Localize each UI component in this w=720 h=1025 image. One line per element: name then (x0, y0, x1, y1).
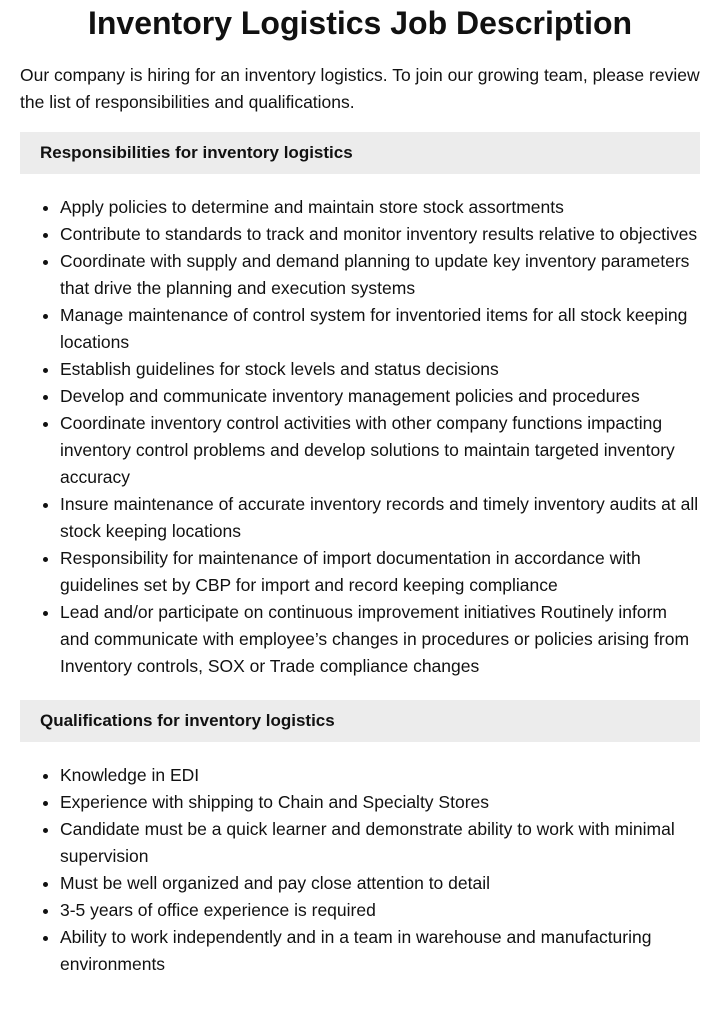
qualification-item: • Knowledge in EDI (60, 762, 700, 789)
qualification-item: • Candidate must be a quick learner and demonstrate ability to work with minimal supervision (60, 816, 700, 870)
intro-paragraph: Our company is hiring for an inventory logistics. To join our growing team, please review the list of responsibilities and qualifications. (20, 65, 700, 112)
qualification-item: • Must be well organized and pay close attention to detail (60, 870, 700, 897)
qualifications-heading: Qualifications for inventory logistics (20, 700, 700, 742)
qualification-item: • 3-5 years of office experience is required (60, 897, 700, 924)
page-title: Inventory Logistics Job Description (87, 5, 633, 41)
qualifications-list (20, 762, 700, 978)
responsibility-item: • Coordinate inventory control activities with other company functions impacting inventory control problems and develop solutions to maintain targeted inventory accuracy (60, 410, 700, 491)
responsibility-item: • Insure maintenance of accurate inventory records and timely inventory audits at all stock keeping locations (60, 491, 700, 545)
responsibility-item: • Responsibility for maintenance of import documentation in accordance with guidelines set by CBP for import and record keeping compliance (60, 545, 700, 599)
responsibility-item: • Coordinate with supply and demand planning to update key inventory parameters that drive the planning and execution systems (60, 248, 700, 302)
responsibility-item: • Develop and communicate inventory management policies and procedures (60, 383, 700, 410)
responsibility-item: • Contribute to standards to track and monitor inventory results relative to objectives (60, 221, 700, 248)
responsibility-item: • Manage maintenance of control system for inventoried items for all stock keeping locations (60, 302, 700, 356)
responsibility-item: • Apply policies to determine and maintain store stock assortments (60, 194, 700, 221)
responsibility-item: • Establish guidelines for stock levels and status decisions (60, 356, 700, 383)
responsibility-item: • Lead and/or participate on continuous improvement initiatives Routinely inform and communicate with employee’s changes in procedures or policies arising from Inventory controls, SOX or Trade compliance changes (60, 599, 700, 680)
qualification-item: • Ability to work independently and in a team in warehouse and manufacturing environments (60, 924, 700, 978)
responsibilities-heading: Responsibilities for inventory logistics (20, 132, 700, 174)
responsibilities-list (20, 194, 700, 680)
qualification-item: • Experience with shipping to Chain and Specialty Stores (60, 789, 700, 816)
